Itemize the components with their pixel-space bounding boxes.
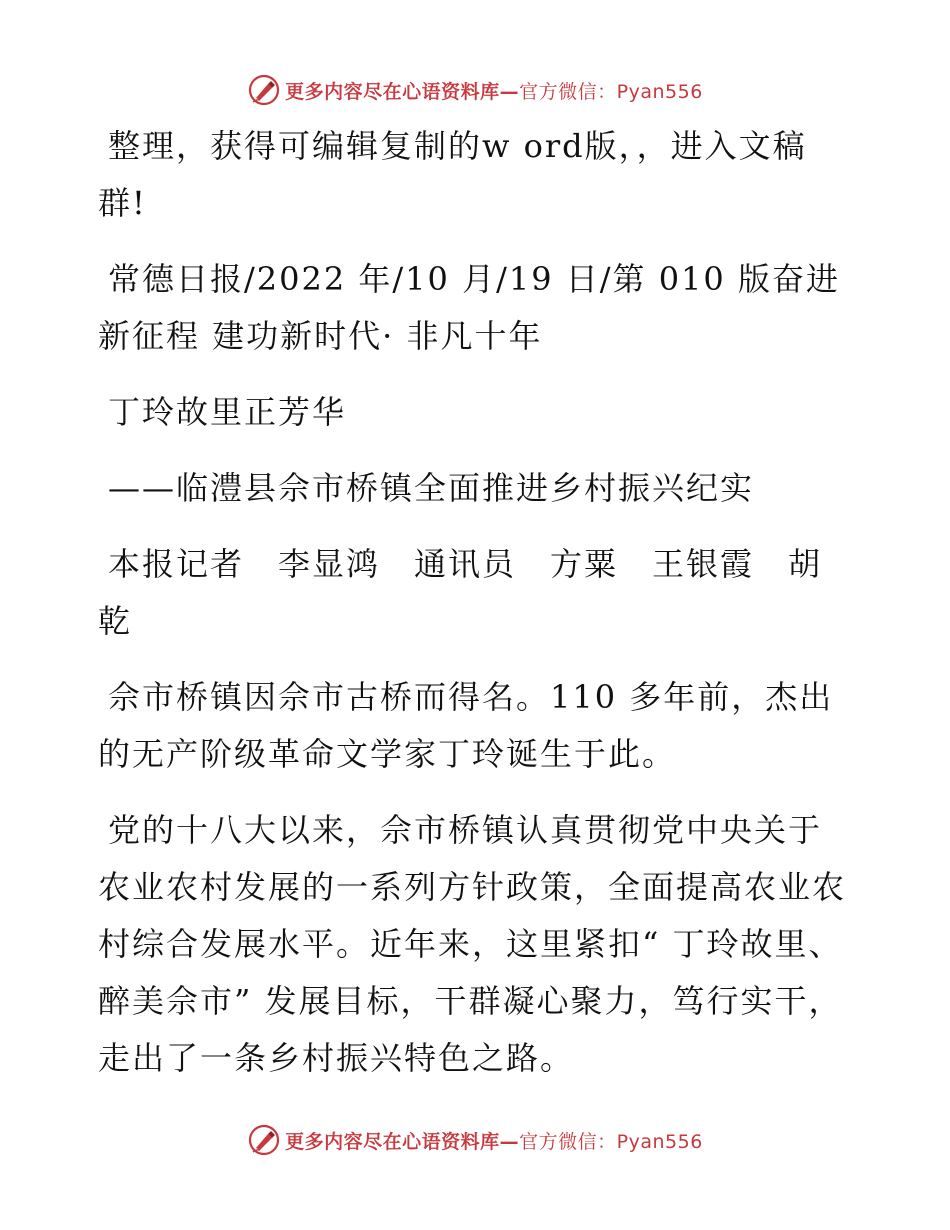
paragraph-body-1: 佘市桥镇因佘市古桥而得名。110 多年前，杰出的无产阶级革命文学家丁玲诞生于此。 [98, 678, 834, 773]
document-body [98, 118, 853, 1106]
pen-logo-icon [247, 73, 281, 107]
banner-text: 更多内容尽在心语资料库—官方微信：Pyan556 [285, 80, 703, 103]
article-byline: 本报记者 李显鸿 通讯员 方粟 王银霞 胡乾 [98, 545, 823, 640]
banner-text: 更多内容尽在心语资料库—官方微信：Pyan556 [285, 1130, 703, 1153]
paragraph-intro: 整理，获得可编辑复制的w ord版，，进入文稿群! [98, 127, 807, 222]
paragraph-body-2: 党的十八大以来，佘市桥镇认真贯彻党中央关于农业农村发展的一系列方针政策，全面提高农业农村综合发展水平。近年来，这里紧扣“ 丁玲故里、醉美佘市” 发展目标，干群凝心聚力，笃行实干，走出了一条乡村振兴特色之路。 [98, 811, 847, 1077]
article-subtitle: ——临澧县佘市桥镇全面推进乡村振兴纪实 [108, 469, 755, 507]
paragraph-source: 常德日报/2022 年/10 月/19 日/第 010 版奋进新征程 建功新时代· 非凡十年 [98, 260, 840, 355]
header-watermark-banner [0, 70, 950, 110]
article-title: 丁玲故里正芳华 [108, 393, 347, 431]
footer-watermark-banner [0, 1120, 950, 1160]
pen-logo-icon [247, 1123, 281, 1157]
